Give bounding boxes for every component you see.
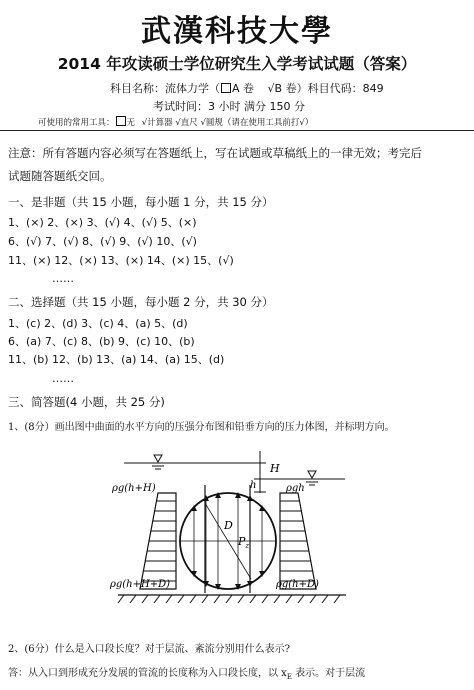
check-icon: √: [267, 82, 275, 95]
section2-row-1: 1、(c) 2、(d) 3、(c) 4、(a) 5、(d): [8, 317, 188, 330]
ground-hatch: [118, 595, 346, 603]
label-D: D: [224, 519, 233, 532]
question-1: 1、(8分）画出图中曲面的水平方向的压强分布图和铅垂方向的压力体图，并标明方向。: [8, 422, 395, 433]
subject-name: 科目名称：流体力学（: [110, 82, 220, 95]
answer-2-subscript: E: [286, 673, 292, 681]
answer-2-text: 答：从入口到形成充分发展的管流的长度称为入口段长度，以 x: [8, 668, 287, 679]
section1-row-3: 11、(×) 12、(×) 13、(×) 14、(×) 15、(√): [8, 254, 234, 267]
answer-2-end: 表示。对于层流: [291, 668, 366, 679]
water-surface-left: [124, 455, 260, 469]
section1-row-1: 1、(×) 2、(×) 3、(√) 4、(√) 5、(×): [8, 216, 197, 229]
section3-heading: 三、简答题(4 小题，共 25 分): [8, 395, 165, 409]
header-divider: [0, 130, 474, 131]
subject-b: B 卷）科目代码：849: [274, 82, 384, 95]
exam-time: 考试时间：3 小时 满分 150 分: [153, 100, 305, 113]
circular-body: [180, 492, 276, 590]
section1-heading: 一、是非题（共 15 小题，每小题 1 分，共 15 分）: [8, 195, 274, 209]
label-left-top: ρg(h+H): [112, 483, 156, 494]
right-pressure-distribution: [280, 493, 316, 589]
section2-heading: 二、选择题（共 15 小题，每小题 2 分，共 30 分）: [8, 295, 274, 309]
notice-line-2: 试题随答题纸交回。: [8, 169, 112, 183]
notice-line-1: 注意：所有答题内容必须写在答题纸上，写在试题或草稿纸上的一律无效；考完后: [8, 146, 422, 160]
tools-prefix: 可使用的常用工具：: [38, 118, 115, 128]
question-2: 2、(6分）什么是入口段长度？对于层流、紊流分别用什么表示?: [8, 644, 290, 655]
tools-line: [38, 116, 313, 128]
label-left-bottom: ρg(h+H+D): [110, 579, 171, 590]
label-right-top: ρgh: [286, 483, 305, 494]
label-h: h: [250, 480, 257, 491]
subject-a: A 卷: [232, 82, 255, 95]
pressure-diagram-figure: [110, 445, 370, 610]
label-P: $P_z$: [238, 535, 250, 550]
answer-2: [8, 664, 365, 681]
tools-none: 无: [126, 118, 136, 128]
checkbox-icon: [116, 116, 126, 126]
section2-ellipsis: ……: [52, 372, 74, 385]
subject-line: [110, 80, 384, 96]
section2-row-2: 6、(a) 7、(c) 8、(b) 9、(c) 10、(b): [8, 335, 195, 348]
label-right-bottom: ρg(h+D): [276, 579, 319, 590]
label-H: H: [270, 462, 280, 475]
checkbox-icon: [221, 83, 231, 93]
section1-ellipsis: ……: [52, 272, 74, 285]
left-pressure-distribution: [140, 493, 176, 589]
tools-rest: √计算器 √直尺 √圆规（请在使用工具前打√）: [141, 118, 314, 128]
university-logo: 武漢科技大學: [141, 14, 333, 49]
exam-title: 2014 年攻读硕士学位研究生入学考试试题（答案）: [57, 55, 417, 73]
section2-row-3: 11、(b) 12、(b) 13、(a) 14、(a) 15、(d): [8, 353, 225, 366]
section1-row-2: 6、(√) 7、(√) 8、(√) 9、(√) 10、(√): [8, 235, 197, 248]
